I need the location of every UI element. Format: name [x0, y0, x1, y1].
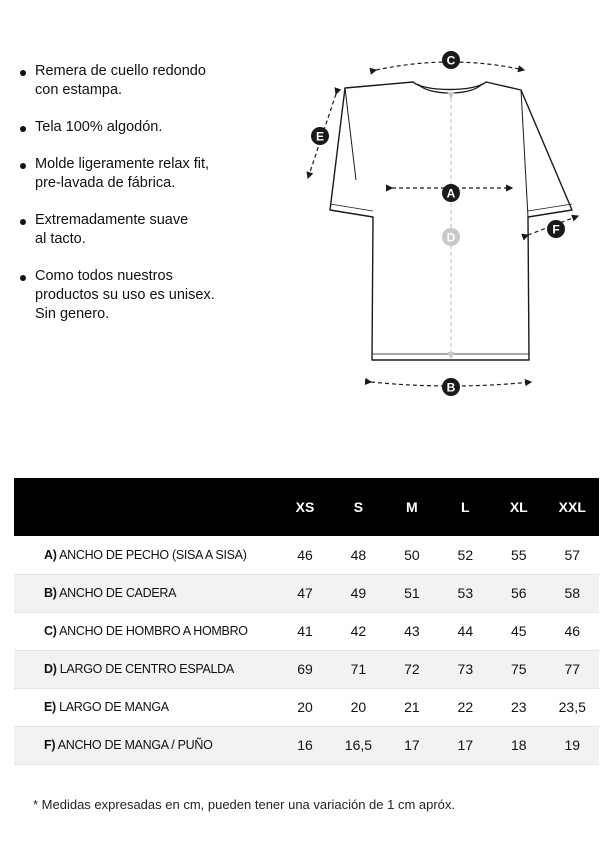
measure-key: C)	[44, 624, 57, 638]
badge-e	[311, 127, 329, 145]
feature-line: Molde ligeramente relax fit,	[35, 156, 210, 172]
badge-f	[547, 220, 565, 238]
feature-item	[18, 155, 288, 193]
badge-b-label: B	[446, 380, 456, 395]
measure-name: ANCHO DE MANGA / PUÑO	[57, 738, 213, 752]
feature-item	[18, 211, 288, 249]
tshirt-measure-diagram	[296, 40, 596, 410]
footnote: * Medidas expresadas en cm, pueden tener una variación de 1 cm apróx.	[33, 797, 456, 812]
table-cell: 56	[492, 574, 545, 612]
measure-key: A)	[44, 547, 57, 562]
badge-d-label: D	[446, 230, 456, 245]
size-header-l: L	[461, 499, 470, 515]
table-cell: 69	[278, 650, 331, 688]
feature-line: al tacto.	[35, 231, 86, 247]
table-cell: 47	[278, 574, 331, 612]
table-cell: 20	[332, 688, 385, 726]
table-cell: 71	[332, 650, 385, 688]
table-cell: 16	[278, 726, 331, 764]
measure-name: ANCHO DE PECHO (SISA A SISA)	[59, 547, 247, 562]
table-cell: 57	[546, 536, 599, 574]
table-cell: 46	[546, 612, 599, 650]
table-cell: 42	[332, 612, 385, 650]
measure-name: ANCHO DE HOMBRO A HOMBRO	[59, 624, 248, 638]
badge-e-label: E	[315, 129, 325, 144]
table-cell: 21	[385, 688, 438, 726]
badge-c-label: C	[446, 53, 456, 68]
badge-f-label: F	[552, 222, 560, 237]
table-cell: 53	[439, 574, 492, 612]
table-cell: 75	[492, 650, 545, 688]
feature-line: Extremadamente suave	[35, 212, 189, 228]
feature-list	[18, 62, 288, 342]
feature-line: productos su uso es unisex.	[35, 287, 215, 303]
size-header-xxl: XXL	[558, 499, 586, 515]
feature-line: Como todos nuestros	[35, 268, 173, 284]
measure-name: LARGO DE MANGA	[59, 700, 169, 714]
table-cell: 17	[385, 726, 438, 764]
table-cell: 49	[332, 574, 385, 612]
table-cell: 52	[439, 536, 492, 574]
measure-label	[14, 574, 278, 612]
table-cell: 50	[385, 536, 438, 574]
table-cell: 23,5	[546, 688, 599, 726]
table-row	[14, 536, 599, 574]
table-cell: 19	[546, 726, 599, 764]
table-row	[14, 688, 599, 726]
measure-name: ANCHO DE CADERA	[59, 586, 177, 600]
size-header-row	[14, 478, 599, 536]
measure-key: B)	[44, 586, 57, 600]
table-cell: 16,5	[332, 726, 385, 764]
measure-label	[14, 650, 278, 688]
table-cell: 77	[546, 650, 599, 688]
table-cell: 51	[385, 574, 438, 612]
table-row	[14, 726, 599, 764]
badge-a-label: A	[446, 186, 456, 201]
feature-line: Remera de cuello redondo	[35, 63, 206, 79]
badge-c	[442, 51, 460, 69]
header-empty-cell	[14, 478, 278, 536]
measure-key: E)	[44, 700, 56, 714]
table-cell: 58	[546, 574, 599, 612]
badge-a	[442, 184, 460, 202]
feature-line: Tela 100% algodón.	[35, 119, 163, 135]
size-header-xs: XS	[295, 499, 315, 515]
measure-label	[14, 536, 278, 574]
feature-item	[18, 118, 288, 137]
size-header-m: M	[406, 499, 418, 515]
table-cell: 22	[439, 688, 492, 726]
table-cell: 18	[492, 726, 545, 764]
feature-item	[18, 62, 288, 100]
feature-line: pre-lavada de fábrica.	[35, 175, 176, 191]
table-cell: 17	[439, 726, 492, 764]
table-cell: 48	[332, 536, 385, 574]
table-cell: 55	[492, 536, 545, 574]
measure-name: LARGO DE CENTRO ESPALDA	[59, 662, 234, 676]
size-header-s: S	[353, 499, 364, 515]
table-cell: 44	[439, 612, 492, 650]
size-table	[14, 478, 599, 765]
feature-item	[18, 267, 288, 324]
table-cell: 23	[492, 688, 545, 726]
table-row	[14, 650, 599, 688]
table-row	[14, 612, 599, 650]
measure-key: D)	[44, 662, 57, 676]
feature-line: Sin genero.	[35, 306, 110, 322]
badge-b	[442, 378, 460, 396]
table-cell: 72	[385, 650, 438, 688]
table-cell: 41	[278, 612, 331, 650]
table-cell: 45	[492, 612, 545, 650]
badge-d	[442, 228, 460, 246]
measure-label	[14, 726, 278, 764]
feature-line: con estampa.	[35, 82, 123, 98]
table-cell: 46	[278, 536, 331, 574]
table-cell: 20	[278, 688, 331, 726]
table-cell: 73	[439, 650, 492, 688]
measure-label	[14, 688, 278, 726]
table-cell: 43	[385, 612, 438, 650]
measure-label	[14, 612, 278, 650]
measure-key: F)	[44, 738, 56, 752]
size-header-xl: XL	[509, 499, 528, 515]
table-row	[14, 574, 599, 612]
